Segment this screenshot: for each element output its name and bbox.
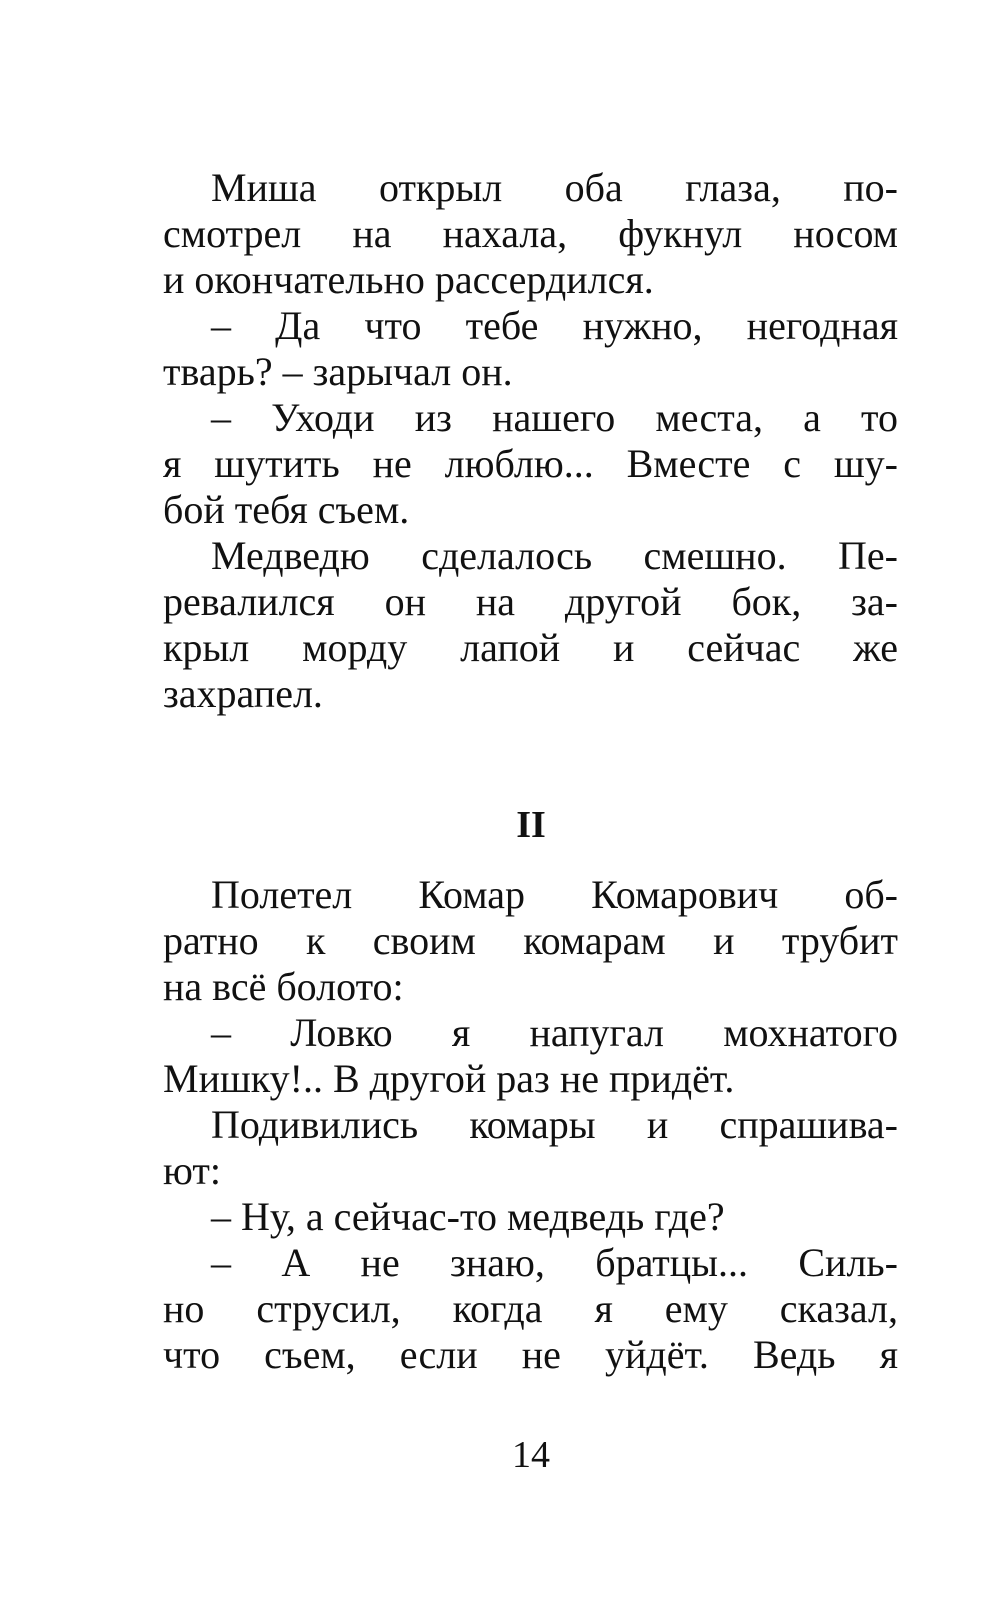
text-line: – Уходи из нашего места, а то: [211, 395, 898, 440]
text-line: ратно к своим комарам и трубит: [163, 918, 898, 963]
text-line: – Ну, а сейчас-то медведь где?: [211, 1194, 725, 1239]
text-line: тварь? – зарычал он.: [163, 349, 513, 394]
text-line: Подивились комары и спрашива-: [211, 1102, 898, 1147]
page-number: 14: [512, 1434, 550, 1476]
text-line: я шутить не люблю... Вместе с шу-: [163, 441, 898, 486]
text-line: крыл морду лапой и сейчас же: [163, 625, 898, 670]
text-line: и окончательно рассердился.: [163, 257, 654, 302]
text-line: Медведю сделалось смешно. Пе-: [211, 533, 898, 578]
text-line: на всё болото:: [163, 964, 404, 1009]
text-block-bottom: [163, 872, 898, 1378]
chapter-heading: II: [516, 804, 546, 846]
text-line: – Ловко я напугал мохнатого: [211, 1010, 898, 1055]
text-line: бой тебя съем.: [163, 487, 410, 532]
text-line: ют:: [163, 1148, 221, 1193]
text-line: Миша открыл оба глаза, по-: [211, 165, 898, 210]
text-line: – Да что тебе нужно, негодная: [211, 303, 898, 348]
text-line: что съем, если не уйдёт. Ведь я: [163, 1332, 898, 1377]
text-line: захрапел.: [163, 671, 323, 716]
text-line: Полетел Комар Комарович об-: [211, 872, 898, 917]
text-line: смотрел на нахала, фукнул носом: [163, 211, 898, 256]
text-line: – А не знаю, братцы... Силь-: [211, 1240, 898, 1285]
text-line: Мишку!.. В другой раз не придёт.: [163, 1056, 735, 1101]
text-line: но струсил, когда я ему сказал,: [163, 1286, 898, 1331]
text-block-top: [163, 165, 898, 717]
text-line: ревалился он на другой бок, за-: [163, 579, 898, 624]
